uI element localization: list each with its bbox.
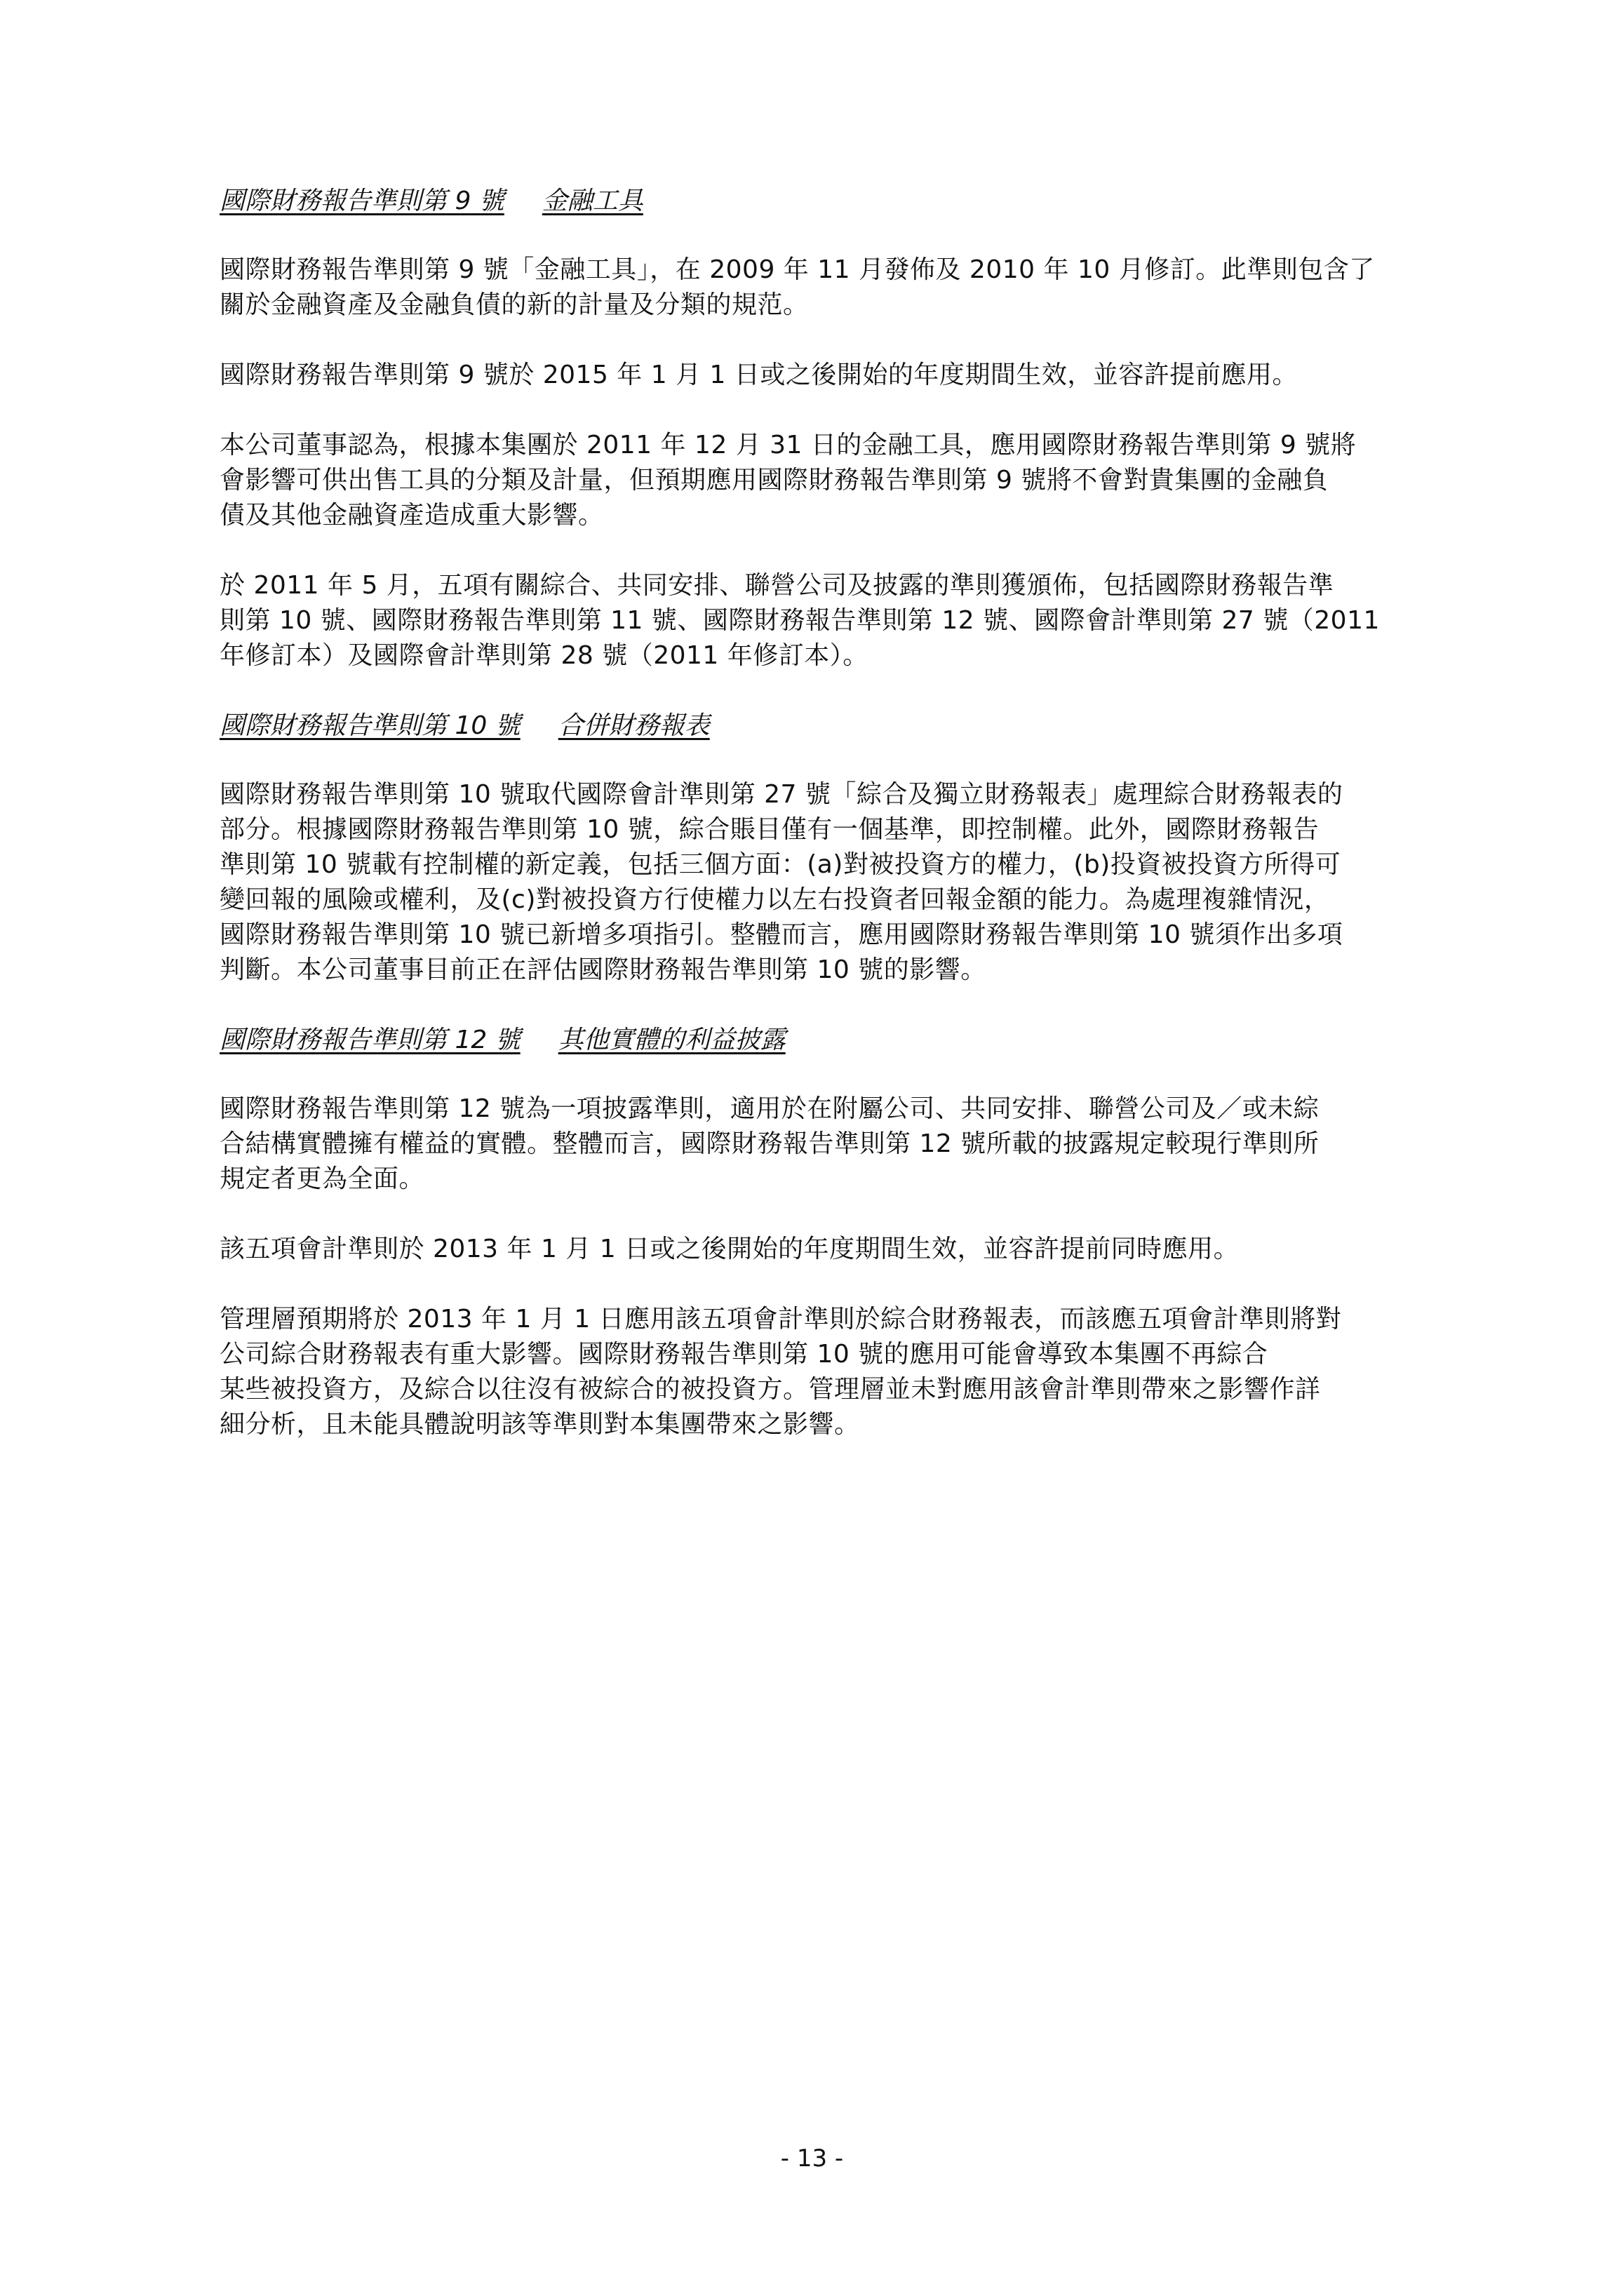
text-line: 公司綜合財務報表有重大影響。國際財務報告準則第 10 號的應用可能會導致本集團不再綜合 — [220, 1340, 1268, 1369]
text-line: 管理層預期將於 2013 年 1 月 1 日應用該五項會計準則於綜合財務報表，而該應五項會計準則將對 — [220, 1305, 1342, 1334]
section-heading-ifrs9 — [220, 184, 1503, 219]
heading-topic: 金融工具 — [542, 187, 643, 215]
text-line: 會影響可供出售工具的分類及計量，但預期應用國際財務報告準則第 9 號將不會對貴集團的金融負 — [220, 466, 1329, 495]
paragraph — [220, 1232, 1503, 1267]
text-line: 變回報的風險或權利，及(c)對被投資方行使權力以左右投資者回報金額的能力。為處理複雜情況， — [220, 885, 1330, 914]
section-heading-ifrs12 — [220, 1023, 1503, 1058]
text-line: 合結構實體擁有權益的實體。整體而言，國際財務報告準則第 12 號所載的披露規定較現行準則所 — [220, 1129, 1320, 1158]
paragraph — [220, 358, 1503, 393]
text-line: 債及其他金融資產造成重大影響。 — [220, 501, 604, 530]
text-line: 判斷。本公司董事目前正在評估國際財務報告準則第 10 號的影響。 — [220, 955, 986, 984]
heading-topic: 合併財務報表 — [558, 711, 710, 740]
paragraph — [220, 1092, 1503, 1197]
heading-standard: 國際財務報告準則第 12 號 — [220, 1026, 521, 1054]
paragraph — [220, 253, 1503, 323]
page-number: - 13 - — [780, 2144, 844, 2173]
text-line: 國際財務報告準則第 10 號取代國際會計準則第 27 號「綜合及獨立財務報表」處理綜合財務報表的 — [220, 780, 1343, 809]
text-line: 國際財務報告準則第 10 號已新增多項指引。整體而言，應用國際財務報告準則第 10 號須作出多項 — [220, 920, 1343, 949]
paragraph — [220, 568, 1503, 673]
text-line: 本公司董事認為，根據本集團於 2011 年 12 月 31 日的金融工具，應用國際財務報告準則第 9 號將 — [220, 431, 1357, 459]
text-line: 該五項會計準則於 2013 年 1 月 1 日或之後開始的年度期間生效，並容許提前同時應用。 — [220, 1235, 1240, 1263]
heading-standard: 國際財務報告準則第 9 號 — [220, 187, 504, 215]
heading-standard: 國際財務報告準則第 10 號 — [220, 711, 521, 740]
text-line: 國際財務報告準則第 9 號於 2015 年 1 月 1 日或之後開始的年度期間生效，並容許提前應用。 — [220, 361, 1298, 389]
text-line: 細分析，且未能具體說明該等準則對本集團帶來之影響。 — [220, 1410, 860, 1439]
document-body — [220, 184, 1503, 1477]
paragraph — [220, 428, 1503, 533]
text-line: 年修訂本）及國際會計準則第 28 號（2011 年修訂本）。 — [220, 641, 868, 670]
text-line: 關於金融資產及金融負債的新的計量及分類的規范。 — [220, 290, 809, 319]
text-line: 國際財務報告準則第 12 號為一項披露準則，適用於在附屬公司、共同安排、聯營公司及／或未綜 — [220, 1094, 1320, 1123]
text-line: 部分。根據國際財務報告準則第 10 號，綜合賬目僅有一個基準，即控制權。此外，國際財務報告 — [220, 815, 1320, 844]
section-heading-ifrs10 — [220, 709, 1503, 744]
paragraph — [220, 777, 1503, 988]
paragraph — [220, 1302, 1503, 1442]
heading-topic: 其他實體的利益披露 — [558, 1026, 786, 1054]
text-line: 準則第 10 號載有控制權的新定義，包括三個方面：(a)對被投資方的權力，(b)投資被投資方所得可 — [220, 850, 1341, 879]
text-line: 則第 10 號、國際財務報告準則第 11 號、國際財務報告準則第 12 號、國際會計準則第 27 號（2011 — [220, 606, 1380, 635]
text-line: 於 2011 年 5 月，五項有關綜合、共同安排、聯營公司及披露的準則獲頒佈，包括國際財務報告準 — [220, 571, 1334, 600]
text-line: 規定者更為全面。 — [220, 1164, 425, 1193]
text-line: 某些被投資方，及綜合以往沒有被綜合的被投資方。管理層並未對應用該會計準則帶來之影響作詳 — [220, 1375, 1321, 1404]
text-line: 國際財務報告準則第 9 號「金融工具」，在 2009 年 11 月發佈及 2010 年 10 月修訂。此準則包含了 — [220, 255, 1375, 284]
